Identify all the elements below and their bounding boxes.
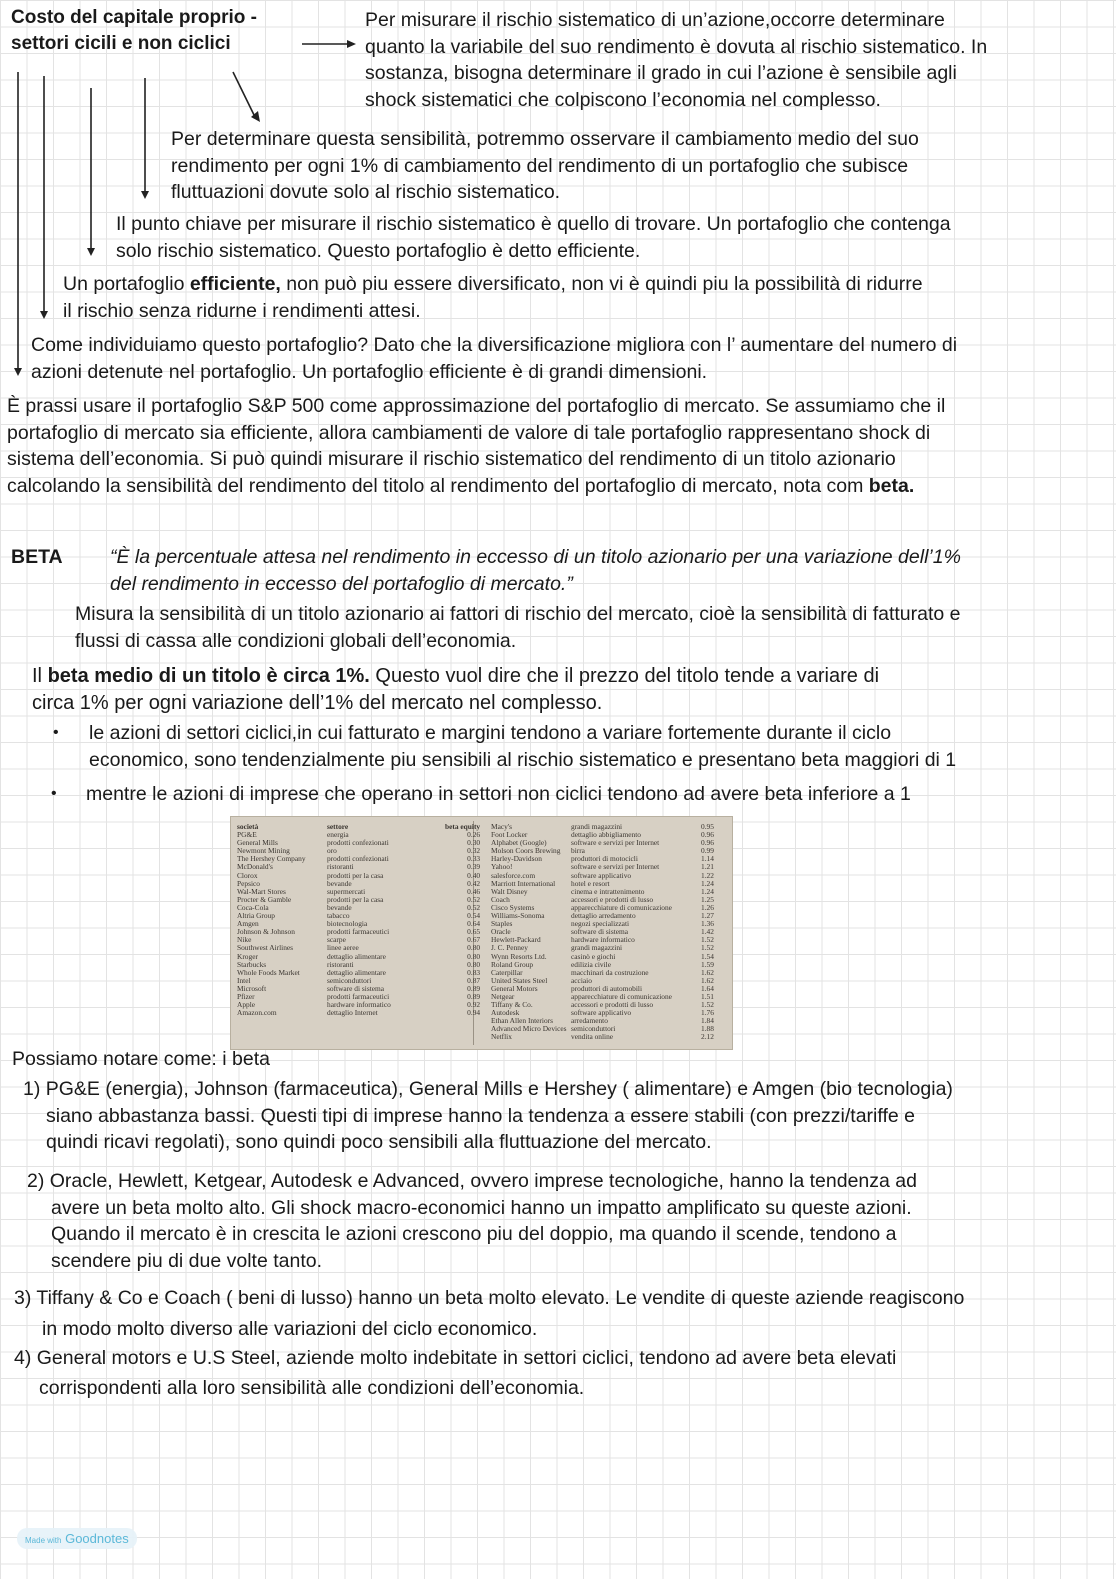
note-2 [27,1168,917,1274]
table-cell: 0.33 [467,854,481,864]
beta-average [32,663,879,716]
step2-paragraph [116,211,951,264]
table-cell: hardware informatico [571,935,635,945]
table-cell: grandi magazzini [571,822,623,831]
table-cell: 0.64 [467,919,481,929]
table-cell: software applicativo [571,1008,632,1018]
table-cell: Coach [491,894,510,904]
table-cell: software e servizi per Internet [571,838,660,848]
intro-line: shock sistematici che colpiscono l’economia nel complesso. [365,88,881,111]
table-cell: dettaglio abbigliamento [571,830,641,840]
table-left-sectors [327,823,391,1017]
table-cell: vendita online [571,1032,614,1042]
table-right-companies [491,823,567,1042]
table-cell: edilizia civile [571,959,612,969]
table-cell: 1.24 [701,886,714,896]
table-cell: Roland Group [491,959,534,969]
table-cell: Wynn Resorts Ltd. [491,951,547,961]
table-cell: Tiffany & Co. [491,1000,533,1010]
table-right-betas [701,823,714,1042]
sp500-line: È prassi usare il portafoglio S&P 500 come approssimazione del portafoglio di mercato. Se assumiamo che il [7,395,946,417]
table-cell: 1.14 [701,854,714,864]
note-line: 3) Tiffany & Co e Coach ( beni di lusso) hanno un beta molto elevato. Le vendite di queste aziende reagiscono [14,1287,965,1309]
table-cell: 1.76 [701,1008,714,1018]
table-cell: 1.21 [701,862,714,872]
table-cell: produttori di automobili [571,983,643,993]
step3-text: Un portafoglio [63,273,190,295]
table-cell: Kroger [237,951,258,961]
table-cell: Nike [237,935,252,945]
table-cell: 1.22 [701,870,714,880]
brand-logo: Goodnotes [65,1531,129,1546]
table-cell: Cisco Systems [491,902,535,912]
note-line: in modo molto diverso alle variazioni del ciclo economico. [42,1317,538,1340]
beta-measure-line: Misura la sensibilità di un titolo azionario ai fattori di rischio del mercato, cioè la sensibilità di fatturato e [75,603,961,625]
sp500-paragraph [7,393,945,499]
table-cell: 0.89 [467,991,481,1001]
table-cell: 0.42 [467,878,481,888]
table-cell: 1.24 [701,878,714,888]
table-cell: birra [571,846,585,856]
table-cell: 1.88 [701,1024,714,1034]
table-cell: Intel [237,975,251,985]
table-cell: 1.25 [701,894,714,904]
step3-text: non può piu essere diversificato, non vi è quindi piu la possibilità di ridurre [280,273,923,295]
table-cell: 0.67 [467,935,481,945]
arrow-head-icon [40,311,48,319]
bullet-line: economico, sono tendenzialmente piu sensibili al rischio sistematico e presentano beta maggiori di 1 [89,748,957,771]
table-cell: energia [327,830,349,840]
table-cell: negozi specializzati [571,919,630,929]
table-cell: 0.52 [467,902,481,912]
table-cell: arredamento [571,1016,608,1026]
step4-line: azioni detenute nel portafoglio. Un portafoglio efficiente è di grandi dimensioni. [31,360,708,383]
arrow-heads [14,40,356,376]
table-cell: Marriott International [491,878,556,888]
arrow-head-icon [87,248,95,256]
note-4 [14,1345,896,1401]
page-title [11,5,257,57]
table-left-betas [445,823,480,1017]
table-right-sectors [571,823,672,1042]
table-cell: Microsoft [237,983,267,993]
table-cell: 0.52 [467,894,481,904]
beta-quote-line: “È la percentuale attesa nel rendimento in eccesso di un titolo azionario per una variazione dell’1% [110,546,961,568]
diagonal-arrow-line [233,72,255,117]
beta-average-text: Questo vuol dire che il prezzo del titolo tende a variare di [369,665,880,687]
table-cell: Johnson & Johnson [237,927,295,937]
table-cell: casinò e giochi [571,951,616,961]
table-cell: 0.87 [467,975,481,985]
beta-quote-line: del rendimento in eccesso del portafoglio di mercato.” [110,572,573,595]
table-cell: 1.52 [701,935,714,945]
table-cell: Netflix [491,1032,512,1042]
note-1 [23,1076,953,1156]
table-cell: 0.80 [467,959,481,969]
table-cell: Procter & Gamble [237,894,292,904]
table-cell: software di sistema [571,927,629,937]
table-header: beta equity [445,822,481,831]
table-cell: Alphabet (Google) [491,838,547,848]
table-cell: Harley-Davidson [491,854,542,864]
table-cell: software applicativo [571,870,632,880]
table-cell: accessori e prodotti di lusso [571,894,654,904]
table-cell: prodotti confezionati [327,838,389,848]
table-cell: 0.39 [467,862,481,872]
step1-line: Per determinare questa sensibilità, potremmo osservare il cambiamento medio del suo [171,128,919,150]
intro-line: sostanza, bisogna determinare il grado in cui l’azione è sensibile agli [365,62,957,84]
table-cell: Coca-Cola [237,902,269,912]
table-cell: General Mills [237,838,278,848]
table-cell: 1.51 [701,991,714,1001]
table-cell: salesforce.com [491,870,536,880]
beta-measure-line: flussi di cassa alle condizioni globali dell’economia. [75,629,517,652]
table-cell: Altria Group [237,911,275,921]
table-cell: 1.26 [701,902,714,912]
table-cell: Amgen [237,919,259,929]
table-cell: Macy's [491,822,513,831]
step1-line: rendimento per ogni 1% di cambiamento del rendimento di un portafoglio che subisce [171,154,909,177]
table-cell: 1.52 [701,943,714,953]
step3-bold-term: efficiente, [189,273,281,295]
beta-average-bold: beta medio di un titolo è circa 1%. [47,665,370,687]
table-cell: acciaio [571,975,592,985]
table-cell: 1.84 [701,1016,714,1026]
note-line: Quando il mercato è in crescita le azioni crescono piu del doppio, ma quando il scende, tendono a [51,1223,897,1245]
table-cell: J. C. Penney [491,943,528,953]
table-cell: tabacco [327,911,350,921]
table-cell: 0.89 [467,983,481,993]
note-line: 4) General motors e U.S Steel, aziende molto indebitate in settori ciclici, tendono ad avere beta elevati [14,1347,897,1369]
note-line: scendere piu di due volte tanto. [51,1249,323,1272]
note-line: corrispondenti alla loro sensibilità alle condizioni dell’economia. [39,1376,585,1399]
title-line-2: settori cicili e non ciclici [11,33,231,54]
note-line: quindi ricavi regolati), sono quindi poco sensibili alla fluttuazione del mercato. [46,1131,712,1153]
notes-heading: Possiamo notare come: i beta [12,1048,270,1070]
step1-line: fluttuazioni dovute solo al rischio sistematico. [171,181,561,203]
beta-average-line-2: circa 1% per ogni variazione dell’1% del mercato nel complesso. [32,691,603,714]
table-cell: 0.96 [701,830,714,840]
bullet-icon: • [53,724,59,741]
table-cell: 0.95 [701,822,714,831]
table-cell: Autodesk [491,1008,520,1018]
arrow-head-icon [14,368,22,376]
table-cell: biotecnologia [327,919,368,929]
beta-average-line-1 [32,663,879,690]
table-cell: Foot Locker [491,830,528,840]
table-cell: 0.83 [467,967,481,977]
table-cell: Hewlett-Packard [491,935,541,945]
note-3 [14,1285,964,1342]
table-cell: dettaglio Internet [327,1008,378,1018]
step4-line: Come individuiamo questo portafoglio? Dato che la diversificazione migliora con l’ aumentare del numero di [31,334,958,356]
note-line: siano abbastanza bassi. Questi tipi di imprese hanno la tendenza a essere stabili (con prezzi/tariffe e [46,1104,915,1127]
table-cell: apparecchiature di comunicazione [571,991,672,1001]
table-cell: Amazon.com [237,1008,277,1018]
table-cell: 0.30 [467,838,481,848]
table-cell: prodotti farmaceutici [327,927,390,937]
bullet-noncyclical: mentre le azioni di imprese che operano in settori non ciclici tendono ad avere beta inferiore a 1 [86,783,911,805]
table-cell: 1.62 [701,967,714,977]
table-cell: 0.80 [467,951,481,961]
table-cell: cinema e intrattenimento [571,886,645,896]
table-cell: prodotti per la casa [327,894,384,904]
table-cell: linee aeree [327,943,359,953]
table-cell: 0.26 [467,830,481,840]
table-cell: Netgear [491,991,515,1001]
table-cell: hotel e resort [571,878,610,888]
table-cell: Oracle [491,927,511,937]
table-cell: 1.59 [701,959,714,969]
step2-line: solo rischio sistematico. Questo portafoglio è detto efficiente. [116,239,641,262]
table-cell: 0.54 [467,911,481,921]
table-cell: 0.40 [467,870,481,880]
made-with-text: Made with [25,1536,62,1545]
table-cell: semiconduttori [327,975,372,985]
table-cell: McDonald's [237,862,273,872]
note-line: 2) Oracle, Hewlett, Ketgear, Autodesk e Advanced, ovvero imprese tecnologiche, hanno la tendenza ad [27,1170,917,1192]
table-cell: oro [327,846,337,856]
table-cell: PG&E [237,830,257,840]
table-cell: 0.92 [467,1000,481,1010]
table-cell: Southwest Airlines [237,943,294,953]
table-cell: 1.27 [701,911,714,921]
table-cell: Pepsico [237,878,260,888]
table-cell: Ethan Allen Interiors [491,1016,553,1026]
note-line: avere un beta molto alto. Gli shock macro-economici hanno un impatto amplificato su queste azioni. [51,1196,912,1219]
title-line-1: Costo del capitale proprio - [11,7,257,28]
table-cell: Staples [491,919,513,929]
sp500-line: sistema dell’economia. Si può quindi misurare il rischio sistematico del rendimento di un titolo azionario [7,448,896,470]
table-cell: 1.54 [701,951,714,961]
table-cell: 0.65 [467,927,481,937]
sp500-line-last [7,473,945,500]
table-cell: bevande [327,878,352,888]
arrow-head-icon [141,191,149,199]
table-cell: software di sistema [327,983,385,993]
table-cell: accessori e prodotti di lusso [571,1000,654,1010]
table-cell: Starbucks [237,959,267,969]
table-cell: dettaglio alimentare [327,967,386,977]
table-cell: The Hershey Company [237,854,306,864]
table-cell: United States Steel [491,975,548,985]
table-cell: 0.96 [701,838,714,848]
table-cell: bevande [327,902,352,912]
table-cell: semiconduttori [571,1024,616,1034]
table-cell: dettaglio alimentare [327,951,386,961]
step3-line-1 [63,271,923,298]
table-cell: apparecchiature di comunicazione [571,902,672,912]
table-cell: 0.46 [467,886,481,896]
table-cell: 0.80 [467,943,481,953]
table-header: società [237,822,259,831]
bullet-icon: • [51,785,57,802]
table-cell: 1.64 [701,983,714,993]
beta-term: beta. [868,474,915,497]
note-line: 1) PG&E (energia), Johnson (farmaceutica), General Mills e Hershey ( alimentare) e Amgen (bio tecnologia) [23,1078,953,1100]
table-cell: Pfizer [237,991,255,1001]
table-cell: scarpe [327,935,346,945]
table-cell: Molson Coors Brewing [491,846,561,856]
table-cell: Clorox [237,870,258,880]
table-cell: 1.62 [701,975,714,985]
table-left-companies [237,823,306,1017]
table-cell: Yahoo! [491,862,513,872]
table-cell: Wal-Mart Stores [237,886,286,896]
step4-paragraph [31,332,957,385]
table-cell: prodotti confezionati [327,854,389,864]
table-cell: Apple [237,1000,256,1010]
step1-paragraph [171,126,919,206]
arrow-head-icon [347,40,356,48]
table-cell: Williams-Sonoma [491,911,545,921]
table-cell: 1.36 [701,919,714,929]
table-cell: 1.52 [701,1000,714,1010]
table-cell: dettaglio arredamento [571,911,636,921]
table-cell: Whole Foods Market [237,967,300,977]
table-cell: 1.42 [701,927,714,937]
beta-average-text: Il [32,665,48,687]
table-cell: Caterpillar [491,967,523,977]
table-cell: prodotti per la casa [327,870,384,880]
table-cell: Walt Disney [491,886,528,896]
step3-paragraph [63,271,923,324]
beta-label: BETA [11,546,63,568]
step2-line: Il punto chiave per misurare il rischio sistematico è quello di trovare. Un portafoglio che contenga [116,213,951,235]
intro-paragraph [365,7,987,113]
step3-line-2: il rischio senza ridurne i rendimenti attesi. [63,299,421,322]
table-cell: macchinari da costruzione [571,967,649,977]
table-cell: prodotti farmaceutici [327,991,390,1001]
table-cell: grandi magazzini [571,943,623,953]
table-header: settore [327,822,349,831]
table-cell: 0.94 [467,1008,481,1018]
intro-line: quanto la variabile del suo rendimento è dovuta al rischio sistematico. In [365,35,988,58]
table-cell: General Motors [491,983,538,993]
table-cell: ristoranti [327,862,354,872]
sp500-line: portafoglio di mercato sia efficiente, allora cambiamenti de valore di tale portafoglio rappresentano shock di [7,421,931,444]
goodnotes-badge [17,1528,137,1549]
table-cell: software e servizi per Internet [571,862,660,872]
beta-measure [75,601,961,654]
beta-table-photo [230,816,733,1050]
sp500-text: calcolando la sensibilità del rendimento del titolo al rendimento del portafoglio di mercato, nota com [7,474,869,497]
table-cell: 2.12 [701,1032,714,1042]
table-cell: 0.32 [467,846,481,856]
bullet-cyclical [89,720,956,773]
beta-quote [110,544,961,597]
intro-line: Per misurare il rischio sistematico di un’azione,occorre determinare [365,9,945,31]
table-cell: supermercati [327,886,366,896]
table-cell: 0.99 [701,846,714,856]
table-cell: Newmont Mining [237,846,290,856]
table-cell: Advanced Micro Devices [491,1024,567,1034]
table-cell: hardware informatico [327,1000,391,1010]
bullet-line: le azioni di settori ciclici,in cui fatturato e margini tendono a variare fortemente durante il ciclo [89,722,892,744]
table-cell: produttori di motocicli [571,854,638,864]
table-cell: ristoranti [327,959,354,969]
